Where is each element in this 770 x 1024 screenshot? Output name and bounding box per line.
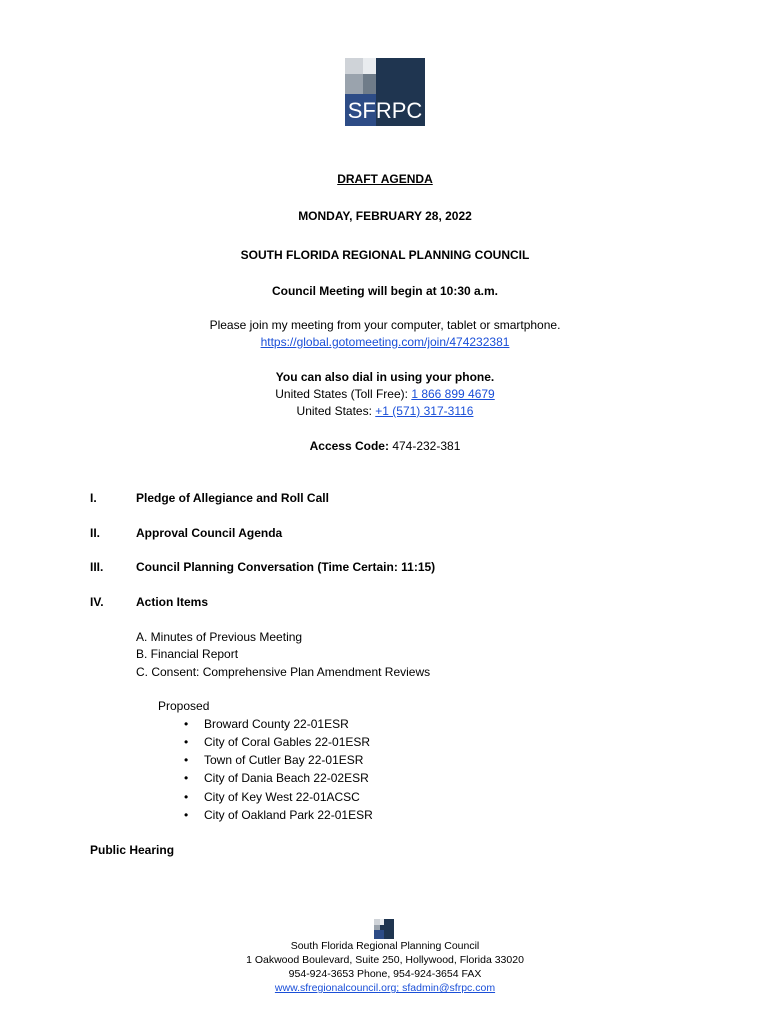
proposed-item-2: City of Coral Gables 22-01ESR <box>204 735 371 749</box>
bullet-icon: • <box>184 808 189 822</box>
action-item-c: C. Consent: Comprehensive Plan Amendment Reviews <box>136 665 431 679</box>
tollfree-label: United States (Toll Free): <box>275 387 412 401</box>
tollfree-number[interactable]: 1 866 899 4679 <box>411 387 495 401</box>
bullet-icon: • <box>184 717 189 731</box>
agenda-num-4: IV. <box>90 595 104 609</box>
access-code-value: 474-232-381 <box>388 439 461 453</box>
bullet-icon: • <box>184 735 189 749</box>
proposed-item-1: Broward County 22-01ESR <box>204 717 349 731</box>
us-label: United States: <box>296 404 376 418</box>
proposed-item-5: City of Key West 22-01ACSC <box>204 790 360 804</box>
footer-phone: 954-924-3653 Phone, 954-924-3654 FAX <box>288 968 482 980</box>
agenda-item-1: Pledge of Allegiance and Roll Call <box>136 491 329 505</box>
agenda-num-2: II. <box>90 526 101 540</box>
agenda-item-3: Council Planning Conversation (Time Certain: 11:15) <box>136 560 436 574</box>
proposed-label: Proposed <box>158 699 210 713</box>
agenda-num-3: III. <box>90 560 104 574</box>
agenda-item-2: Approval Council Agenda <box>136 526 283 540</box>
agenda-item-4: Action Items <box>136 595 209 609</box>
agenda-title: DRAFT AGENDA <box>337 172 433 186</box>
meeting-link[interactable]: https://global.gotomeeting.com/join/474232381 <box>260 335 510 349</box>
bullet-icon: • <box>184 790 189 804</box>
us-number[interactable]: +1 (571) 317-3116 <box>375 404 474 418</box>
action-item-a: A. Minutes of Previous Meeting <box>136 630 303 644</box>
public-hearing-heading: Public Hearing <box>90 843 175 857</box>
meeting-date: MONDAY, FEBRUARY 28, 2022 <box>298 209 472 223</box>
action-item-b: B. Financial Report <box>136 647 239 661</box>
us-line <box>0 404 770 418</box>
proposed-item-3: Town of Cutler Bay 22-01ESR <box>204 753 364 767</box>
access-code-label: Access Code: <box>309 439 389 453</box>
footer-org: South Florida Regional Planning Council <box>290 940 480 952</box>
proposed-item-4: City of Dania Beach 22-02ESR <box>204 771 369 785</box>
organization-name: SOUTH FLORIDA REGIONAL PLANNING COUNCIL <box>240 248 530 262</box>
footer-logo <box>374 919 394 939</box>
bullet-icon: • <box>184 753 189 767</box>
access-code-line <box>0 439 770 453</box>
footer-address: 1 Oakwood Boulevard, Suite 250, Hollywood, Florida 33020 <box>246 954 524 966</box>
footer-links[interactable]: www.sfregionalcouncil.org; sfadmin@sfrpc.com <box>274 982 496 994</box>
meeting-start: Council Meeting will begin at 10:30 a.m. <box>271 284 499 298</box>
proposed-item-6: City of Oakland Park 22-01ESR <box>204 808 373 822</box>
dial-heading: You can also dial in using your phone. <box>275 370 495 384</box>
bullet-icon: • <box>184 771 189 785</box>
agenda-num-1: I. <box>90 491 97 505</box>
tollfree-line <box>0 387 770 401</box>
join-instructions: Please join my meeting from your computer, tablet or smartphone. <box>209 318 561 332</box>
sfrpc-logo <box>345 58 425 126</box>
logo-text: SFRPC <box>347 98 423 123</box>
